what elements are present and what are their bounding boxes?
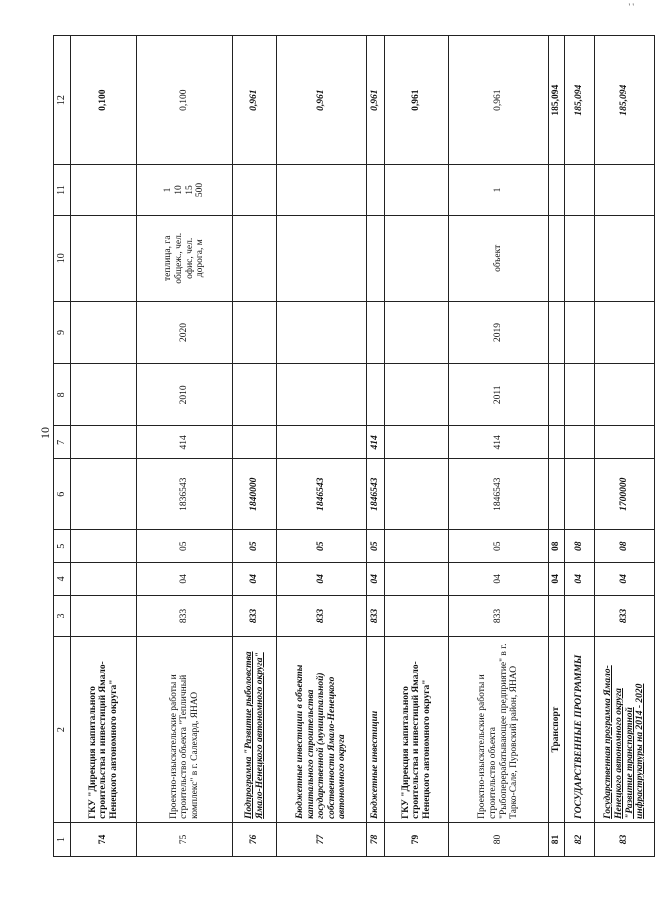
cell-rz: 04: [595, 563, 655, 596]
corner-mark: ' ': [628, 2, 634, 12]
cell-start-year: [71, 364, 137, 426]
cell-amount: 0,100: [137, 36, 233, 165]
cell-row-number: 79: [385, 822, 449, 856]
page-number: 10: [38, 427, 52, 439]
cell-rz: [385, 563, 449, 596]
cell-capacity-value: [549, 165, 565, 215]
cell-start-year: [367, 364, 385, 426]
cell-amount: 0,100: [71, 36, 137, 165]
cell-name: Государственная программа Ямало-Ненецкого автономного округа "Развитие транспортной инфраструктуры на 2014 - 2020: [595, 637, 655, 823]
cell-amount: 185,094: [595, 36, 655, 165]
cell-name: ГКУ "Дирекция капитального строительства и инвестиций Ямало-Ненецкого автономного округа": [385, 637, 449, 823]
cell-start-year: [385, 364, 449, 426]
cell-gr: [549, 595, 565, 637]
cell-end-year: 2019: [449, 301, 549, 363]
cell-name: Подпрограмма "Развитие рыболовства Ямало-Ненецкого автономного округа": [233, 637, 277, 823]
header-cell: 10: [54, 215, 71, 301]
cell-vr: 414: [367, 426, 385, 459]
cell-vr: [595, 426, 655, 459]
cell-rz: [71, 563, 137, 596]
cell-capacity-unit: [565, 215, 595, 301]
cell-vr: [277, 426, 367, 459]
cell-csr: [71, 459, 137, 530]
header-cell: 6: [54, 459, 71, 530]
cell-csr: [385, 459, 449, 530]
header-cell: 9: [54, 301, 71, 363]
cell-capacity-unit: [367, 215, 385, 301]
cell-row-number: 77: [277, 822, 367, 856]
cell-row-number: 81: [549, 822, 565, 856]
header-cell: 12: [54, 36, 71, 165]
cell-start-year: [565, 364, 595, 426]
cell-name: Бюджетные инвестиции: [367, 637, 385, 823]
table-row: [449, 36, 549, 857]
cell-capacity-value: [385, 165, 449, 215]
table-body: [54, 36, 655, 857]
cell-start-year: [233, 364, 277, 426]
cell-start-year: 2011: [449, 364, 549, 426]
table-row: [549, 36, 565, 857]
cell-capacity-value: 1: [449, 165, 549, 215]
cell-gr: 833: [277, 595, 367, 637]
cell-capacity-value: 1 10 15 500: [137, 165, 233, 215]
cell-pr: 08: [549, 530, 565, 563]
header-cell: 2: [54, 637, 71, 823]
cell-end-year: [595, 301, 655, 363]
cell-pr: 05: [449, 530, 549, 563]
cell-capacity-unit: объект: [449, 215, 549, 301]
table-row: [233, 36, 277, 857]
cell-end-year: [233, 301, 277, 363]
cell-name: Бюджетные инвестиции в объекты капитального строительства государственной (муниципальной) собственности Ямало-Ненецкого автономного округа: [277, 637, 367, 823]
cell-amount: 0,961: [449, 36, 549, 165]
cell-name: Проектно-изыскательские работы и строительство объекта "Тепличный комплекс" в г. Салехард, ЯНАО: [137, 637, 233, 823]
cell-gr: [71, 595, 137, 637]
header-cell: 8: [54, 364, 71, 426]
cell-row-number: 75: [137, 822, 233, 856]
cell-end-year: [385, 301, 449, 363]
cell-csr: 1846543: [277, 459, 367, 530]
table-row: [385, 36, 449, 857]
cell-row-number: 78: [367, 822, 385, 856]
cell-gr: 833: [137, 595, 233, 637]
cell-rz: 04: [549, 563, 565, 596]
cell-pr: 05: [367, 530, 385, 563]
cell-gr: 833: [595, 595, 655, 637]
table-row: [565, 36, 595, 857]
cell-start-year: [595, 364, 655, 426]
cell-capacity-unit: теплица, га общеж., чел. офис, чел. дорога, м: [137, 215, 233, 301]
cell-csr: [565, 459, 595, 530]
cell-vr: 414: [137, 426, 233, 459]
cell-vr: [71, 426, 137, 459]
cell-row-number: 74: [71, 822, 137, 856]
cell-pr: [71, 530, 137, 563]
table-row: [595, 36, 655, 857]
header-cell: 7: [54, 426, 71, 459]
cell-capacity-unit: [233, 215, 277, 301]
cell-capacity-unit: [595, 215, 655, 301]
cell-pr: 05: [137, 530, 233, 563]
cell-pr: 05: [233, 530, 277, 563]
cell-rz: 04: [233, 563, 277, 596]
table-row: [277, 36, 367, 857]
cell-row-number: 80: [449, 822, 549, 856]
cell-csr: [549, 459, 565, 530]
cell-pr: 05: [277, 530, 367, 563]
rotated-table-container: [53, 35, 646, 857]
cell-capacity-value: [71, 165, 137, 215]
cell-end-year: [565, 301, 595, 363]
cell-vr: [565, 426, 595, 459]
header-cell: 5: [54, 530, 71, 563]
header-cell: 3: [54, 595, 71, 637]
cell-capacity-unit: [549, 215, 565, 301]
cell-rz: 04: [137, 563, 233, 596]
cell-amount: 185,094: [549, 36, 565, 165]
cell-amount: 0,961: [367, 36, 385, 165]
cell-capacity-value: [233, 165, 277, 215]
cell-gr: [385, 595, 449, 637]
cell-row-number: 82: [565, 822, 595, 856]
cell-csr: 1846543: [449, 459, 549, 530]
cell-capacity-value: [565, 165, 595, 215]
cell-name: ГКУ "Дирекция капитального строительства и инвестиций Ямало-Ненецкого автономного округа": [71, 637, 137, 823]
table-row: [137, 36, 233, 857]
cell-capacity-value: [595, 165, 655, 215]
cell-amount: 0,961: [385, 36, 449, 165]
cell-name: Транспорт: [549, 637, 565, 823]
budget-table: [53, 35, 655, 857]
header-cell: 4: [54, 563, 71, 596]
cell-amount: 0,961: [233, 36, 277, 165]
cell-capacity-value: [277, 165, 367, 215]
cell-rz: 04: [277, 563, 367, 596]
cell-start-year: [277, 364, 367, 426]
cell-end-year: [277, 301, 367, 363]
cell-pr: 08: [595, 530, 655, 563]
cell-end-year: [367, 301, 385, 363]
cell-rz: 04: [565, 563, 595, 596]
cell-end-year: [549, 301, 565, 363]
cell-rz: 04: [449, 563, 549, 596]
cell-amount: 0,961: [277, 36, 367, 165]
cell-row-number: 76: [233, 822, 277, 856]
cell-name: Проектно-изыскательские работы и строительство объекта "Рыбоперерабатывающее предприятие" в г. Тарко-Сале, Пуровский район, ЯНАО: [449, 637, 549, 823]
cell-name: ГОСУДАРСТВЕННЫЕ ПРОГРАММЫ: [565, 637, 595, 823]
cell-end-year: [71, 301, 137, 363]
cell-csr: 1700000: [595, 459, 655, 530]
header-row: [54, 36, 71, 857]
cell-pr: [385, 530, 449, 563]
table-row: [367, 36, 385, 857]
cell-csr: 1836543: [137, 459, 233, 530]
header-cell: 1: [54, 822, 71, 856]
cell-vr: [549, 426, 565, 459]
cell-csr: 1846543: [367, 459, 385, 530]
cell-capacity-unit: [71, 215, 137, 301]
cell-end-year: 2020: [137, 301, 233, 363]
cell-vr: 414: [449, 426, 549, 459]
cell-gr: 833: [449, 595, 549, 637]
table-row: [71, 36, 137, 857]
cell-vr: [385, 426, 449, 459]
cell-vr: [233, 426, 277, 459]
cell-csr: 1840000: [233, 459, 277, 530]
cell-capacity-unit: [385, 215, 449, 301]
cell-amount: 185,094: [565, 36, 595, 165]
cell-start-year: 2010: [137, 364, 233, 426]
cell-capacity-unit: [277, 215, 367, 301]
cell-gr: [565, 595, 595, 637]
cell-gr: 833: [367, 595, 385, 637]
header-cell: 11: [54, 165, 71, 215]
cell-start-year: [549, 364, 565, 426]
cell-capacity-value: [367, 165, 385, 215]
cell-pr: 08: [565, 530, 595, 563]
cell-rz: 04: [367, 563, 385, 596]
cell-row-number: 83: [595, 822, 655, 856]
cell-gr: 833: [233, 595, 277, 637]
